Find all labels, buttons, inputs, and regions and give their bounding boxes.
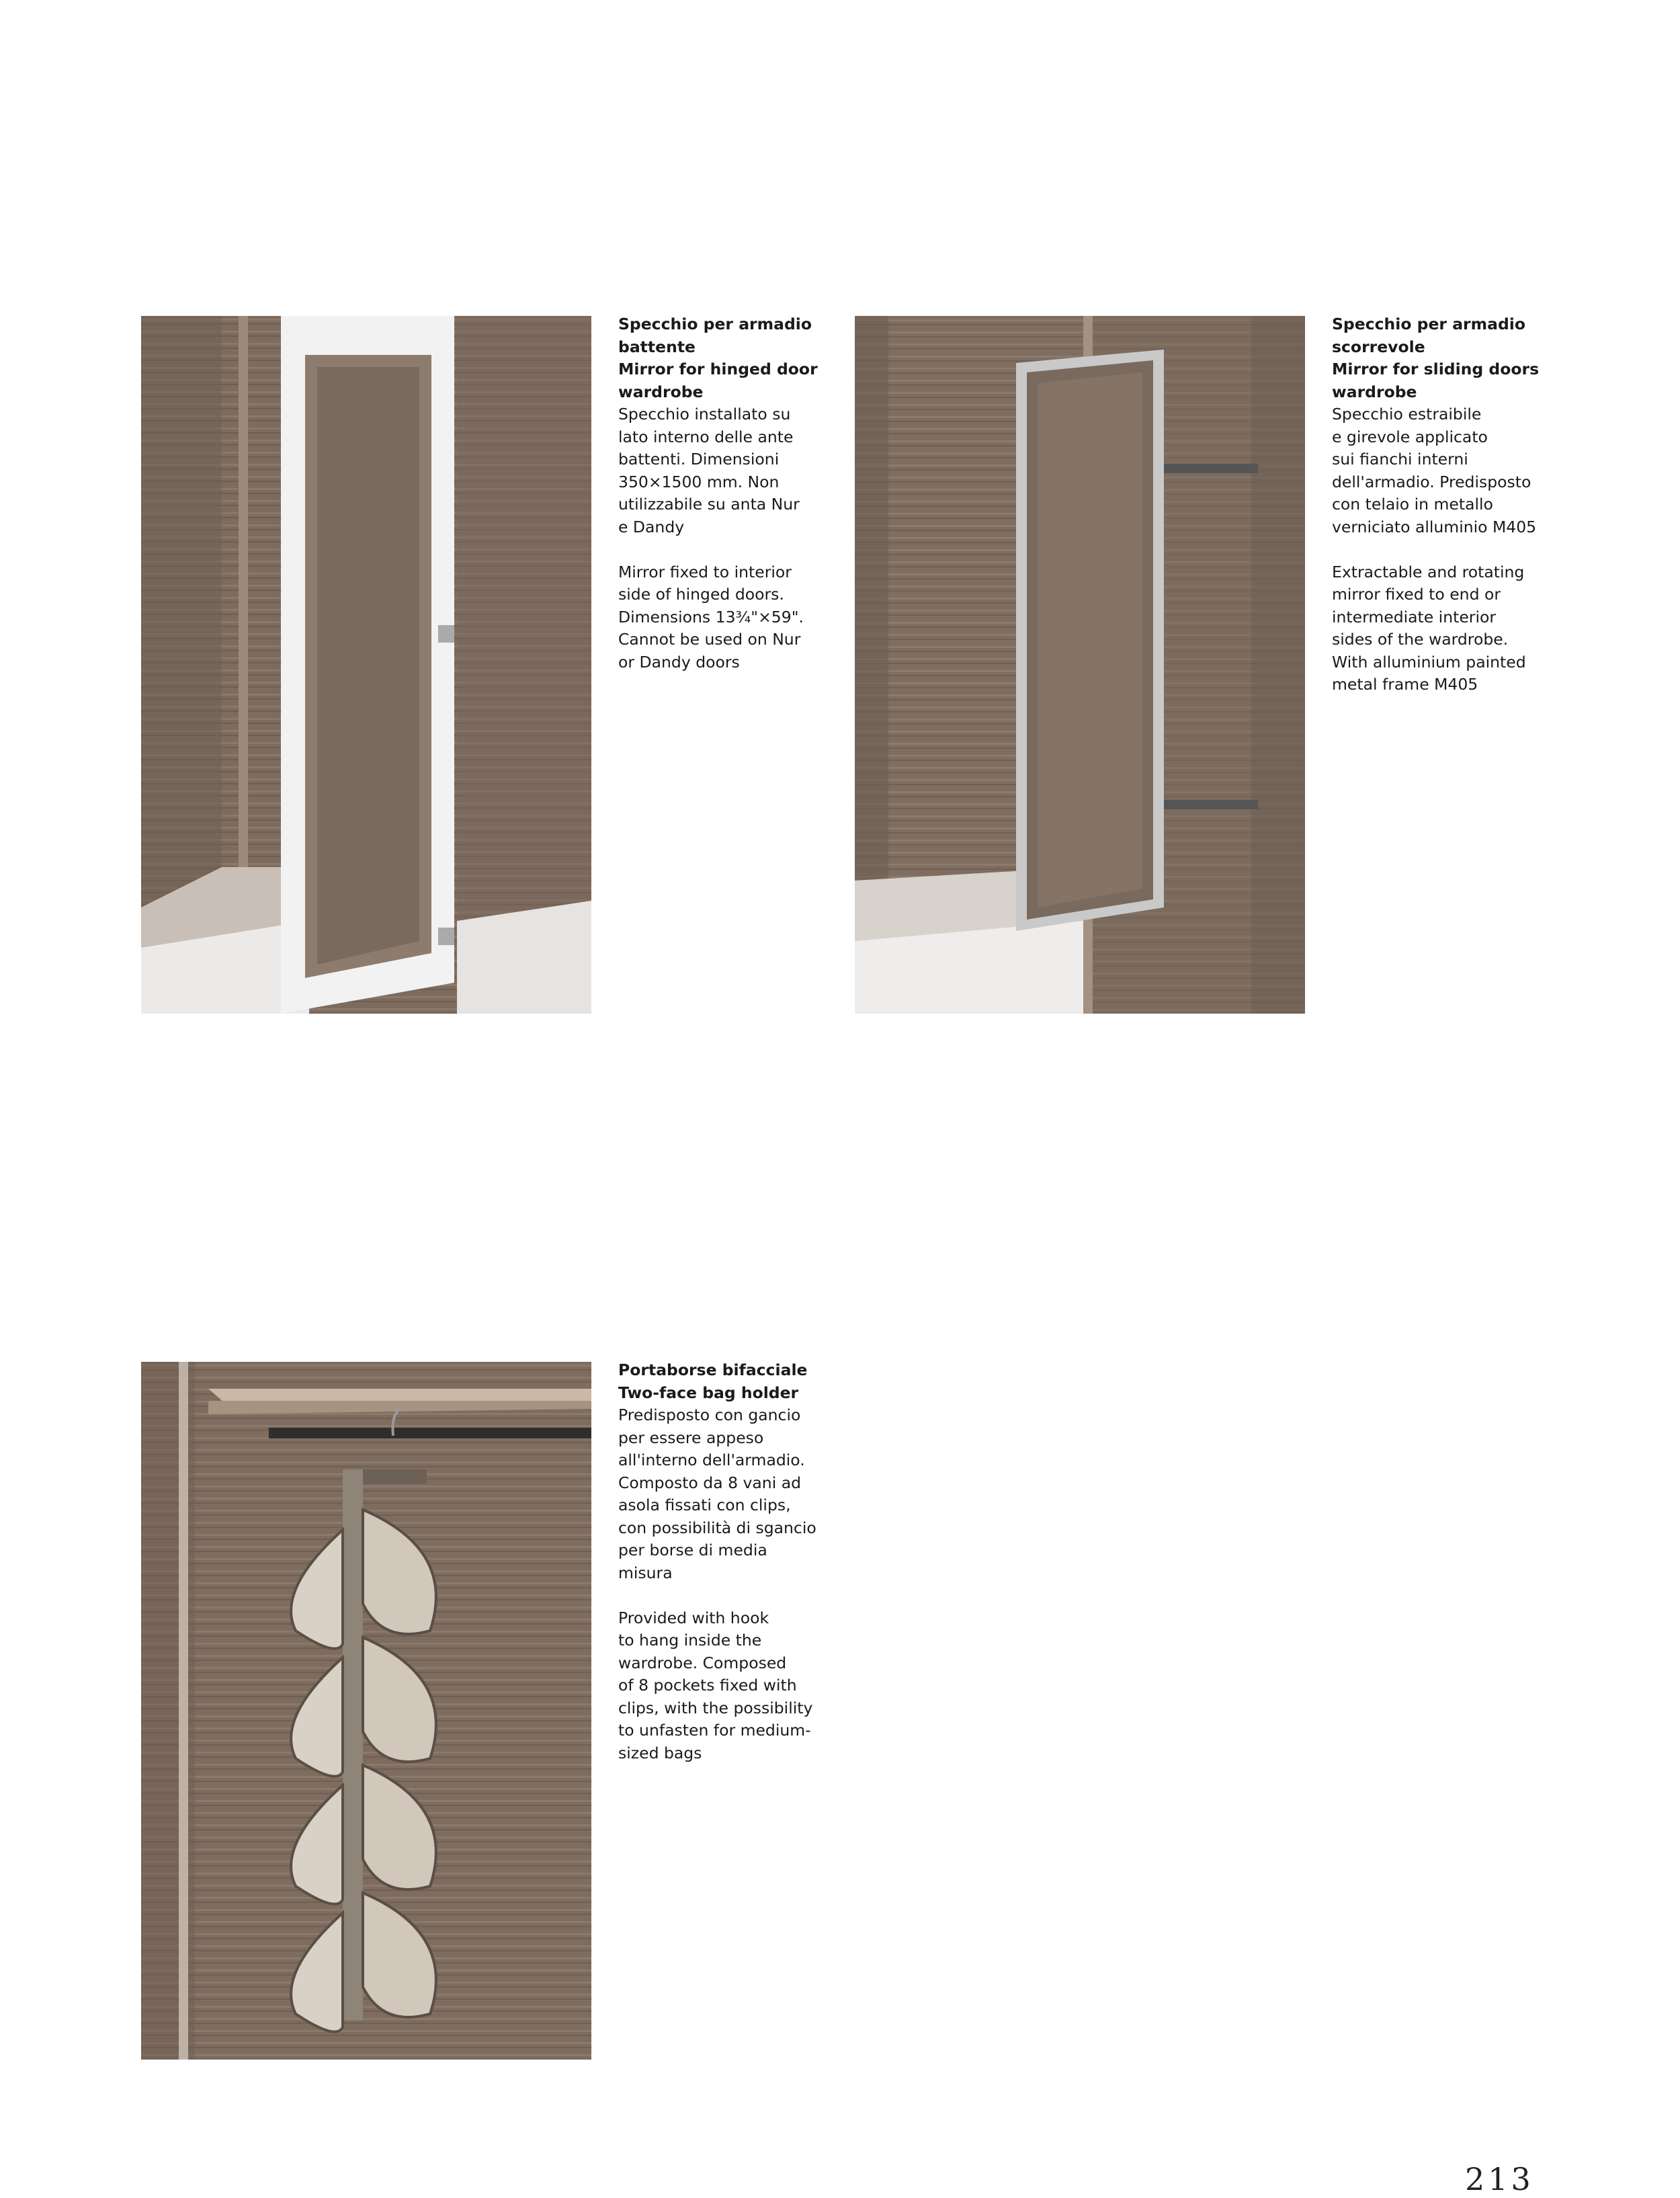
sliding-door-mirror-text xyxy=(1332,313,1554,696)
product-title-en: Mirror for sliding doors wardrobe xyxy=(1332,360,1540,401)
product-desc-en: Provided with hook to hang inside the wardrobe. Composed of 8 pockets fixed with clips, with the possibility to unfasten for medium- sized bags xyxy=(618,1608,813,1762)
product-title-it: Specchio per armadio battente xyxy=(618,315,812,356)
product-desc-en: Extractable and rotating mirror fixed to end or intermediate interior sides of the wardrobe. With alluminium painted metal frame M405 xyxy=(1332,562,1526,694)
product-desc-it: Specchio installato su lato interno delle ante battenti. Dimensioni 350×1500 mm. Non utilizzabile su anta Nur e Dandy xyxy=(618,405,800,536)
hinged-door-mirror-photo xyxy=(141,316,591,1014)
bag-holder-text xyxy=(618,1359,840,1764)
product-title-en: Mirror for hinged door wardrobe xyxy=(618,360,818,401)
product-desc-it: Predisposto con gancio per essere appeso all'interno dell'armadio. Composto da 8 vani ad asola fissati con clips, con possibilità di sgancio per borse di media misura xyxy=(618,1406,816,1582)
page-number: 213 xyxy=(1465,2161,1534,2197)
hinged-door-mirror-text xyxy=(618,313,840,674)
sliding-door-mirror-photo xyxy=(855,316,1305,1014)
product-desc-en: Mirror fixed to interior side of hinged doors. Dimensions 13¾"×59". Cannot be used on Nur or Dandy doors xyxy=(618,562,804,671)
product-title-it: Portaborse bifacciale xyxy=(618,1360,808,1379)
product-desc-it: Specchio estraibile e girevole applicato sui fianchi interni dell'armadio. Predisposto con telaio in metallo verniciato alluminio M405 xyxy=(1332,405,1537,536)
product-title-en: Two-face bag holder xyxy=(618,1383,799,1402)
product-title-it: Specchio per armadio scorrevole xyxy=(1332,315,1526,356)
bag-holder-photo xyxy=(141,1362,591,2060)
